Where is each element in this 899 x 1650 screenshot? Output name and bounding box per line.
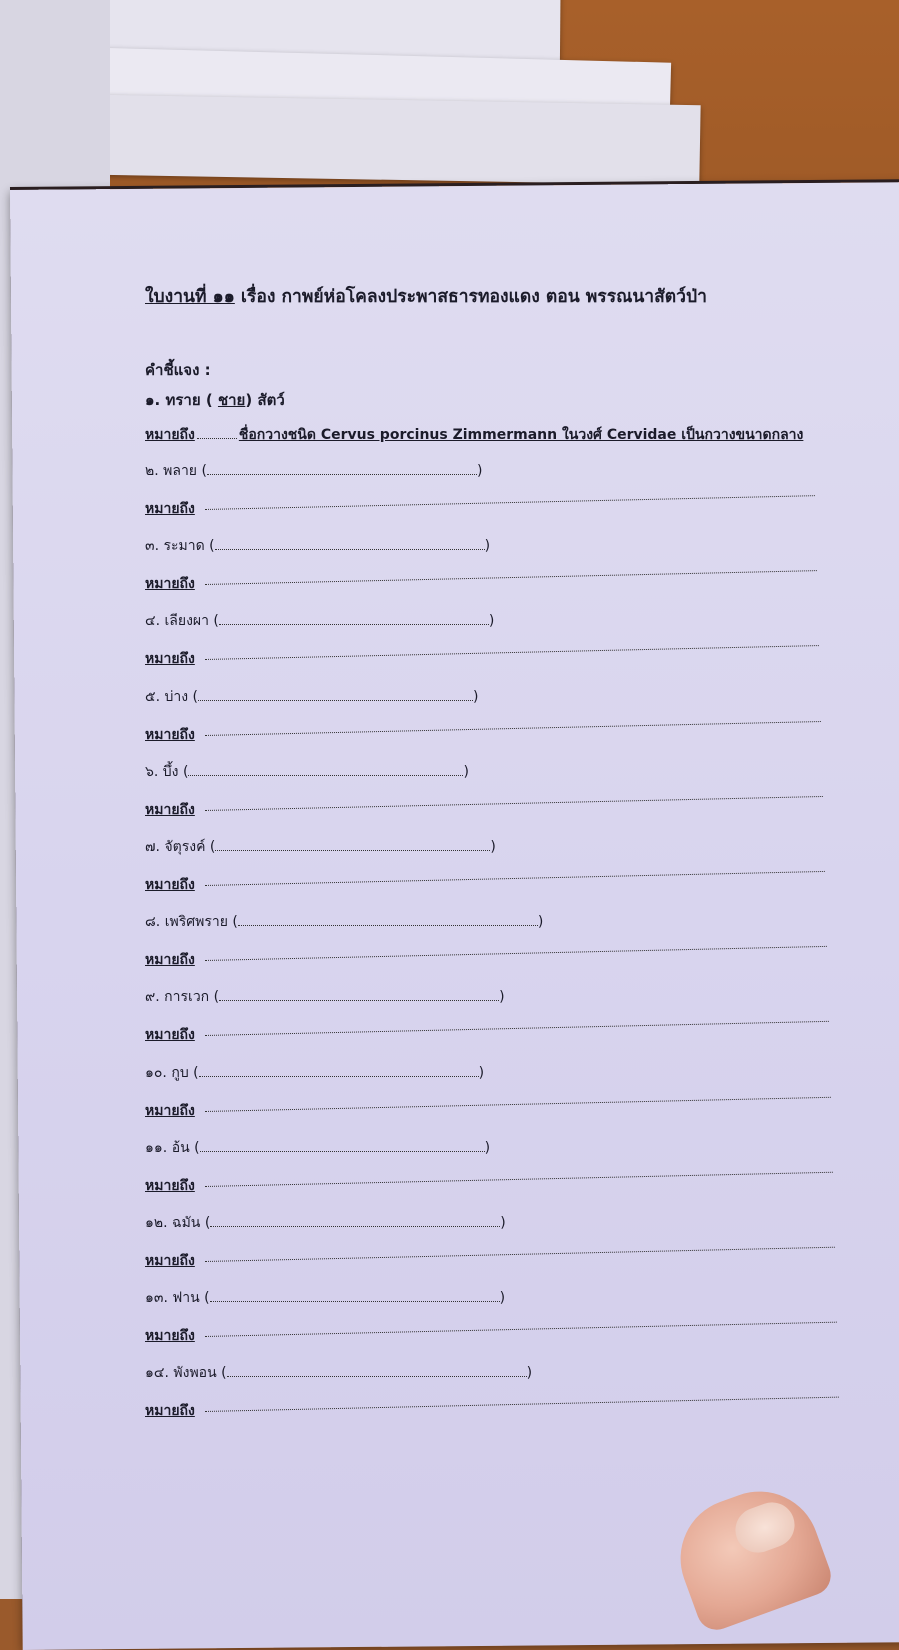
vocab-item: ๑๔. พังพอน ( ) <box>145 1362 532 1384</box>
item-number: ๑๑. <box>145 1139 168 1156</box>
vocab-item: ๔. เลียงผา ( ) <box>145 610 494 632</box>
meaning-label: หมายถึง <box>145 501 195 517</box>
item-word: พลาย <box>163 463 198 479</box>
item-word: เพริศพราย <box>164 914 228 931</box>
item-number: ๑๒. <box>145 1215 168 1231</box>
vocab-item: ๘. เพริศพราย ( ) <box>145 911 543 933</box>
answer-blank[interactable] <box>199 1062 479 1077</box>
meaning-label: หมายถึง <box>145 877 195 893</box>
answer-blank[interactable] <box>200 1137 485 1152</box>
meaning-row <box>145 498 845 520</box>
answer-blank[interactable] <box>238 911 538 926</box>
example-meaning <box>145 424 865 446</box>
example-category: สัตว์ <box>257 391 285 409</box>
item-word: บึ้ง <box>162 763 179 780</box>
meaning-row <box>145 1024 845 1046</box>
example-item <box>145 388 285 412</box>
vocab-item: ๕. บ่าง ( ) <box>145 686 478 708</box>
meaning-label: หมายถึง <box>145 801 195 818</box>
answer-blank[interactable] <box>207 460 477 475</box>
answer-blank[interactable] <box>219 986 499 1001</box>
instructions-label: คำชี้แจง : <box>145 361 211 379</box>
vocab-item: ๑๐. กูบ ( ) <box>145 1062 484 1084</box>
item-number: ๘. <box>145 914 161 931</box>
answer-blank[interactable] <box>188 761 463 776</box>
dotted-line <box>197 438 237 439</box>
vocab-item: ๑๓. ฟาน ( ) <box>145 1287 505 1309</box>
vocab-item: ๑๑. อ้น ( ) <box>145 1137 490 1159</box>
meaning-label: หมายถึง <box>145 726 195 743</box>
meaning-row <box>145 1175 845 1197</box>
vocab-item: ๒. พลาย ( ) <box>145 460 482 482</box>
item-word: อ้น <box>171 1139 190 1156</box>
item-word: บ่าง <box>164 688 189 705</box>
answer-blank[interactable] <box>215 836 490 851</box>
paren-close: ) <box>245 391 253 409</box>
answer-blank[interactable] <box>219 610 489 625</box>
item-word: พังพอน <box>173 1365 217 1382</box>
meaning-label: หมายถึง <box>145 1403 195 1420</box>
worksheet-title <box>145 282 885 310</box>
item-number: ๙. <box>145 989 160 1006</box>
meaning-row <box>145 648 845 670</box>
item-number: ๑๔. <box>145 1365 169 1382</box>
answer-blank[interactable] <box>227 1362 527 1377</box>
item-number: ๑๐. <box>145 1064 167 1081</box>
item-word: การเวก <box>164 989 210 1006</box>
item-number: ๖. <box>145 763 159 780</box>
meaning-row <box>145 573 845 595</box>
meaning-label: หมายถึง <box>145 1027 195 1044</box>
worksheet-topic: เรื่อง กาพย์ห่อโคลงประพาสธารทองแดง ตอน พรรณนาสัตว์ป่า <box>234 287 707 307</box>
item-number: ๓. <box>145 538 160 555</box>
item-word: ฟาน <box>172 1290 200 1307</box>
meaning-label: หมายถึง <box>145 1102 195 1119</box>
meaning-label: หมายถึง <box>145 576 195 593</box>
item-number: ๑๓. <box>145 1290 168 1307</box>
answer-blank[interactable] <box>210 1287 500 1302</box>
item-word: กูบ <box>171 1064 189 1081</box>
vocab-item: ๖. บึ้ง ( ) <box>145 761 469 783</box>
meaning-row <box>145 1100 845 1122</box>
vocab-item: ๙. การเวก ( ) <box>145 986 505 1008</box>
background-paper-stack <box>99 95 700 185</box>
example-meaning-answer: ชื่อกวางชนิด Cervus porcinus Zimmermann ในวงศ์ Cervidae เป็นกวางขนาดกลาง <box>238 427 804 443</box>
item-number: ๗. <box>145 839 160 855</box>
answer-blank[interactable] <box>215 535 485 550</box>
vocab-item: ๗. จัตุรงค์ ( ) <box>145 836 496 858</box>
meaning-row <box>145 1400 845 1422</box>
meaning-label: หมายถึง <box>145 651 195 668</box>
example-answer: ชาย <box>217 391 246 409</box>
vocab-item: ๑๒. ฉมัน ( ) <box>145 1212 506 1234</box>
item-number: ๔. <box>145 613 161 630</box>
meaning-row <box>145 1250 845 1272</box>
meaning-label: หมายถึง <box>145 952 195 969</box>
item-word: ระมาด <box>163 538 205 555</box>
meaning-label: หมายถึง <box>145 1177 195 1194</box>
answer-blank[interactable] <box>210 1212 500 1227</box>
meaning-row <box>145 724 845 746</box>
item-number: ๒. <box>145 463 159 479</box>
answer-blank[interactable] <box>198 686 473 701</box>
item-word: เลียงผา <box>164 613 209 630</box>
meaning-row <box>145 1325 845 1347</box>
meaning-row <box>145 874 845 896</box>
paren-open: ( <box>205 391 213 409</box>
worksheet-number: ใบงานที่ ๑๑ <box>145 287 235 307</box>
meaning-row <box>145 949 845 971</box>
vocab-item: ๓. ระมาด ( ) <box>145 535 490 557</box>
item-word: จัตุรงค์ <box>164 839 206 855</box>
meaning-label: หมายถึง <box>145 1253 195 1269</box>
example-word: ทราย <box>165 391 201 409</box>
meaning-label: หมายถึง <box>145 427 195 443</box>
item-number: ๕. <box>145 688 161 705</box>
meaning-row <box>145 799 845 821</box>
item-word: ฉมัน <box>172 1215 201 1231</box>
example-number: ๑. <box>145 391 161 409</box>
meaning-label: หมายถึง <box>145 1328 195 1345</box>
